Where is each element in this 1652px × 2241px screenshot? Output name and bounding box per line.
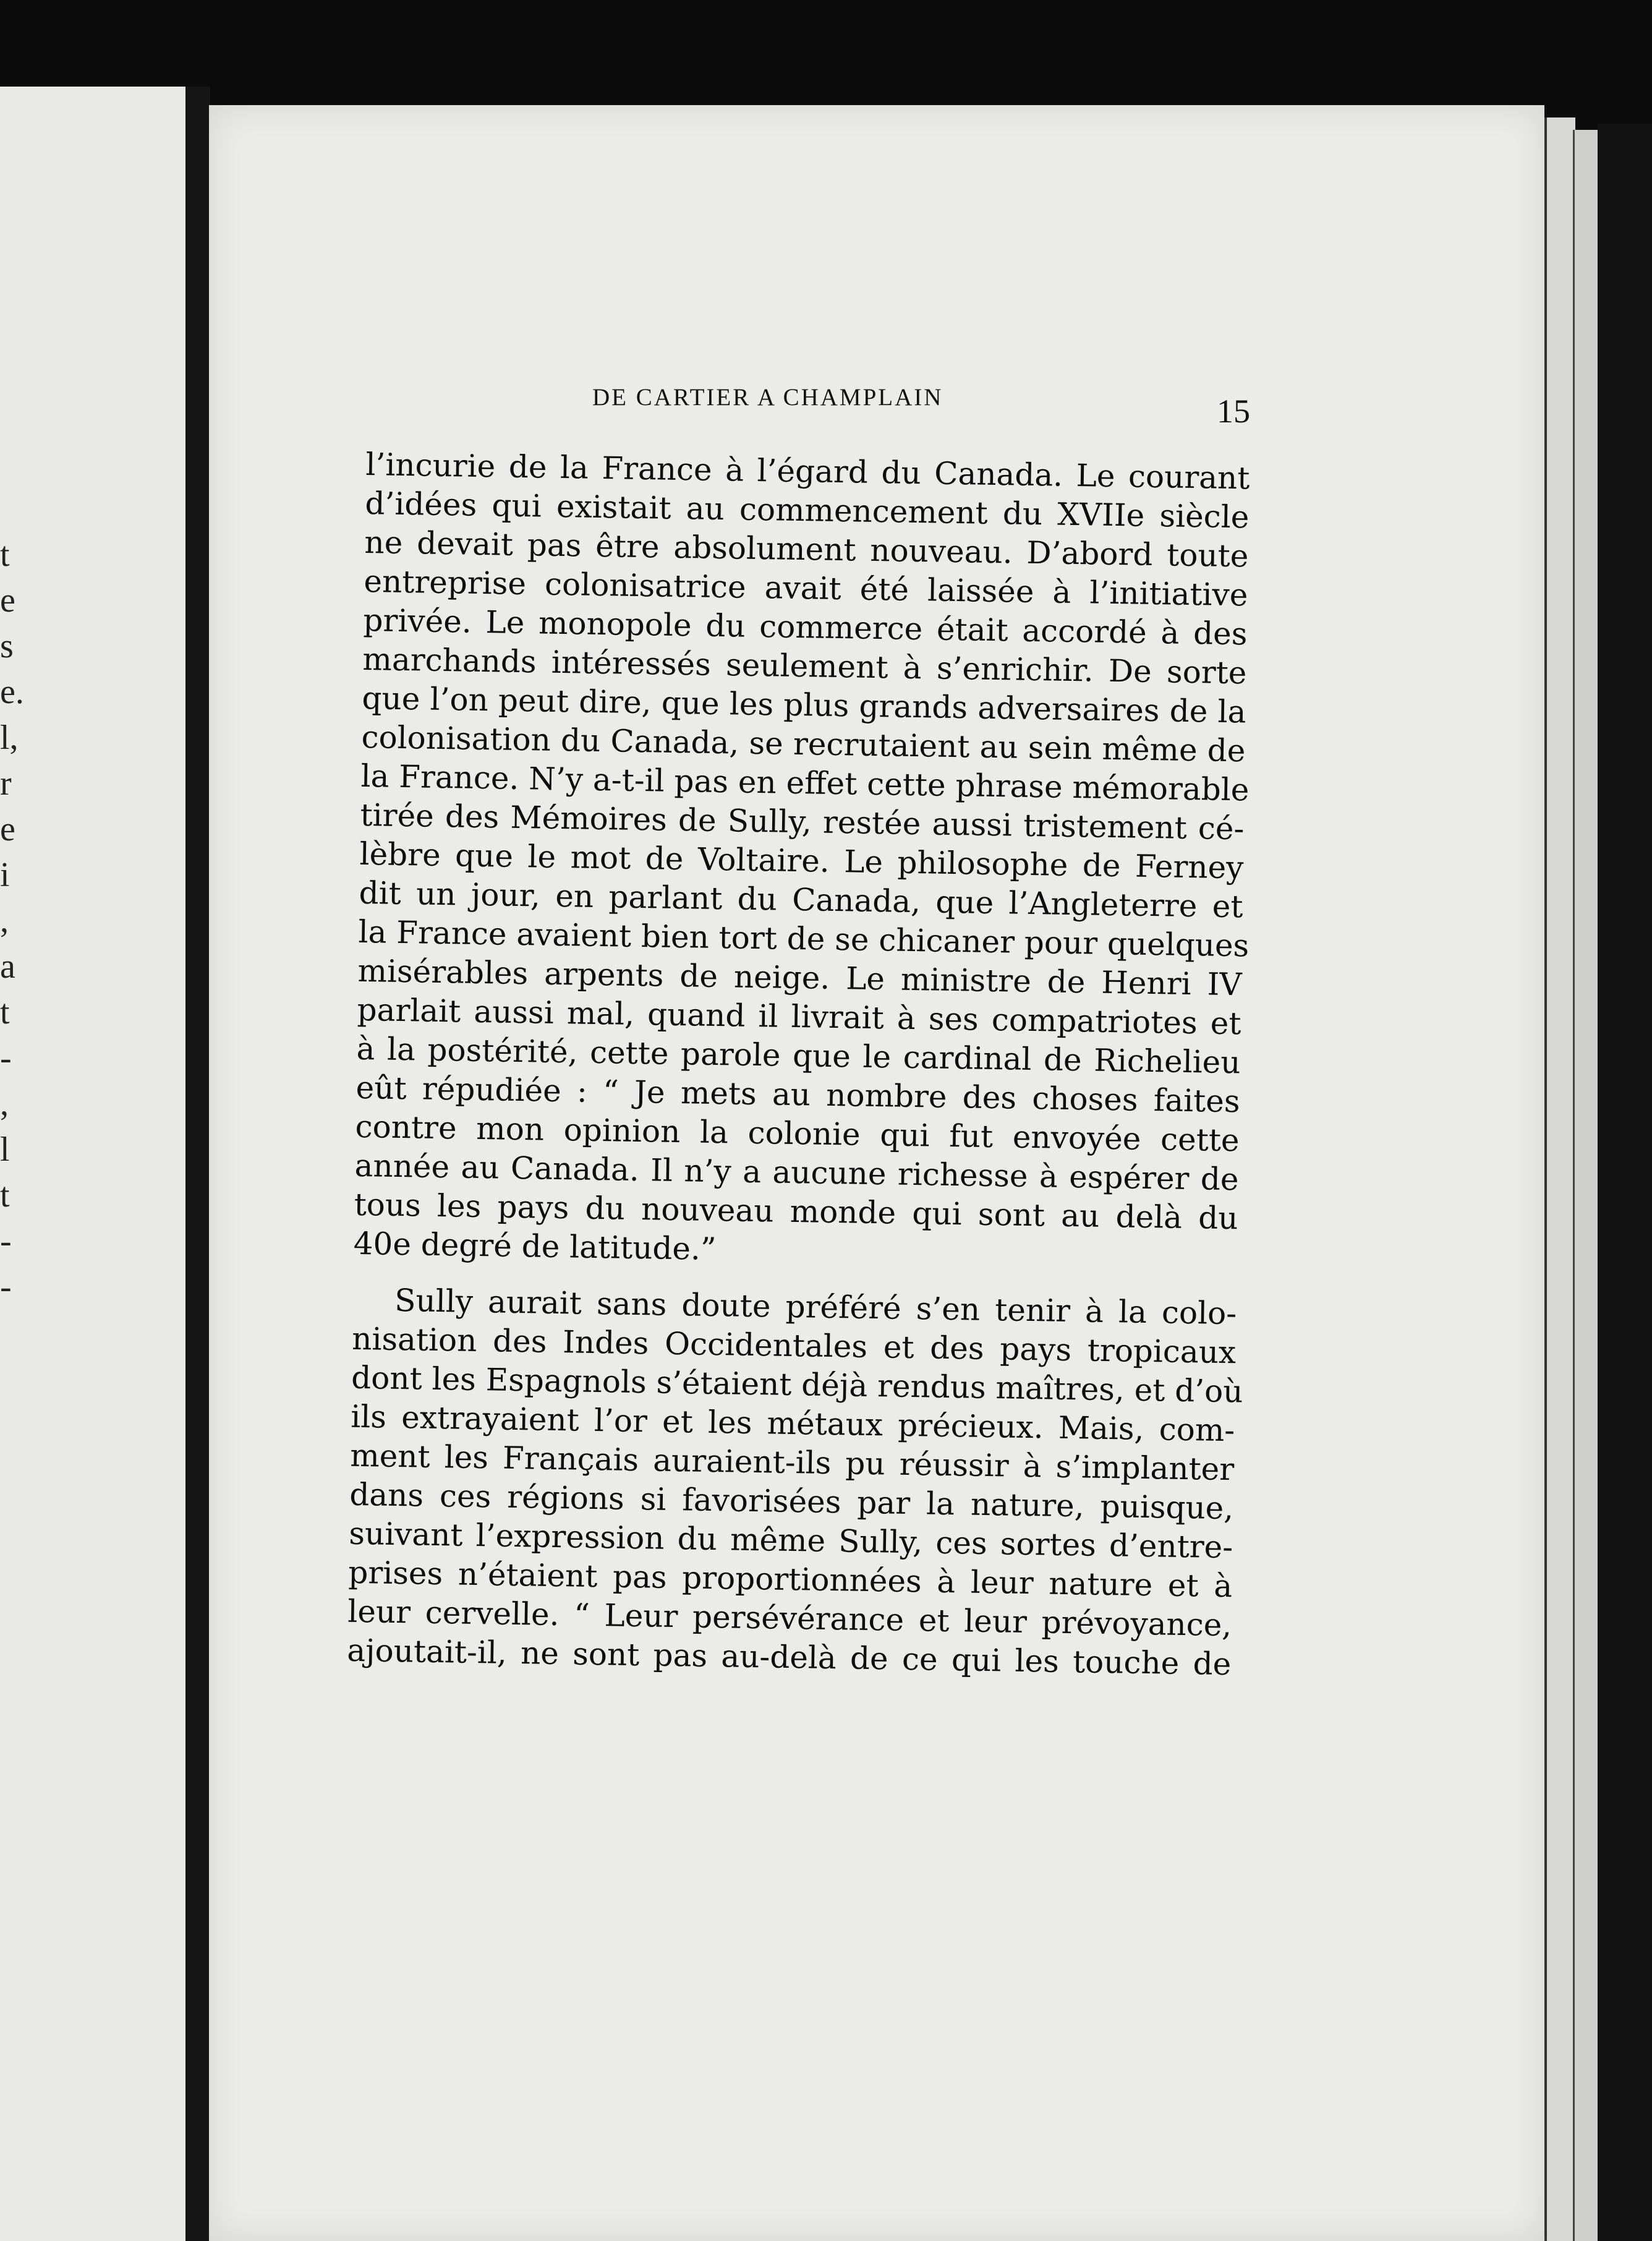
previous-page-fragment: , <box>0 902 9 940</box>
previous-page-edge <box>0 87 192 2241</box>
paragraph-1 <box>353 445 1250 1277</box>
text-line: ment les Français auraient-ils pu réussir à s’implanter <box>349 1437 1235 1488</box>
text-line: privée. Le monopole du commerce était accordé à des <box>363 602 1248 652</box>
text-line: dans ces régions si favorisées par la nature, puisque, <box>349 1476 1234 1527</box>
text-line: année au Canada. Il n’y a aucune richesse à espérer de <box>354 1147 1239 1198</box>
page-stack-edge <box>1544 117 1575 2241</box>
running-head: DE CARTIER A CHAMPLAIN <box>592 384 943 411</box>
text-line: ajoutait-il, ne sont pas au-delà de ce qui les touche de <box>346 1632 1232 1683</box>
text-line: dont les Espagnols s’étaient déjà rendus maîtres, et d’où <box>351 1359 1243 1410</box>
page-stack-edge <box>1573 130 1599 2241</box>
text-line: ils extrayaient l’or et les métaux précieux. Mais, com- <box>350 1398 1235 1449</box>
text-line: eût répudiée : “ Je mets au nombre des choses faites <box>356 1069 1240 1120</box>
previous-page-fragment: r <box>0 764 12 803</box>
body-text <box>347 445 1250 1684</box>
text-line: contre mon opinion la colonie qui fut envoyée cette <box>355 1108 1240 1159</box>
text-line: entreprise colonisatrice avait été laissée à l’initiative <box>364 563 1248 613</box>
text-line: tirée des Mémoires de Sully, restée aussi tristement cé- <box>360 796 1245 847</box>
previous-page-fragment: s <box>0 627 14 665</box>
previous-page-fragment: l <box>0 1130 10 1169</box>
paragraph-2 <box>346 1281 1243 1684</box>
text-line: la France. N’y a-t-il pas en effet cette phrase mémorable <box>360 758 1250 808</box>
text-line: ne devait pas être absolument nouveau. D’abord toute <box>364 524 1249 574</box>
previous-page-fragment: - <box>0 1039 12 1077</box>
text-line: que l’on peut dire, que les plus grands adversaires de la <box>362 680 1246 730</box>
text-line: prises n’étaient pas proportionnées à leur nature et à <box>347 1554 1233 1605</box>
text-line: suivant l’expression du même Sully, ces sortes d’entre- <box>348 1515 1233 1566</box>
text-line: lèbre que le mot de Voltaire. Le philosophe de Ferney <box>359 835 1244 886</box>
previous-page-fragment: a <box>0 947 15 986</box>
previous-page-fragment: i <box>0 856 10 894</box>
book-gutter <box>185 87 210 2241</box>
book-cover-edge <box>1598 124 1652 2241</box>
text-line: nisation des Indes Occidentales et des pays tropicaux <box>351 1320 1237 1371</box>
previous-page-fragment: l, <box>0 719 19 757</box>
page-number: 15 <box>1217 393 1250 430</box>
text-line: colonisation du Canada, se recrutaient au sein même de <box>361 719 1246 769</box>
text-line: d’idées qui existait au commencement du XVIIe siècle <box>365 485 1250 536</box>
previous-page-fragment: t <box>0 536 10 574</box>
text-line: leur cervelle. “ Leur persévérance et leur prévoyance, <box>347 1593 1232 1644</box>
previous-page-fragment: t <box>0 993 10 1031</box>
previous-page-text-fragments <box>0 532 25 1310</box>
previous-page-fragment: e <box>0 810 15 848</box>
text-line: marchands intéressés seulement à s’enrichir. De sorte <box>362 641 1247 691</box>
previous-page-fragment: - <box>0 1222 12 1260</box>
text-line: Sully aurait sans doute préféré s’en tenir à la colo- <box>394 1282 1237 1332</box>
text-line: à la postérité, cette parole que le cardinal de Richelieu <box>356 1030 1241 1081</box>
previous-page-fragment: - <box>0 1268 12 1306</box>
previous-page-fragment: t <box>0 1176 10 1214</box>
previous-page-fragment: e. <box>0 673 24 711</box>
text-line: l’incurie de la France à l’égard du Canada. Le courant <box>365 446 1250 497</box>
text-line: misérables arpents de neige. Le ministre de Henri IV <box>357 952 1242 1003</box>
text-line: la France avaient bien tort de se chicaner pour quelques <box>358 913 1250 964</box>
text-line: 40e degré de latitude.” <box>353 1225 717 1268</box>
text-line: tous les pays du nouveau monde qui sont au delà du <box>354 1186 1238 1237</box>
previous-page-fragment: , <box>0 1085 9 1123</box>
previous-page-fragment: e <box>0 581 15 620</box>
text-line: dit un jour, en parlant du Canada, que l’Angleterre et <box>359 874 1243 925</box>
text-line: parlait aussi mal, quand il livrait à ses compatriotes et <box>357 991 1241 1042</box>
